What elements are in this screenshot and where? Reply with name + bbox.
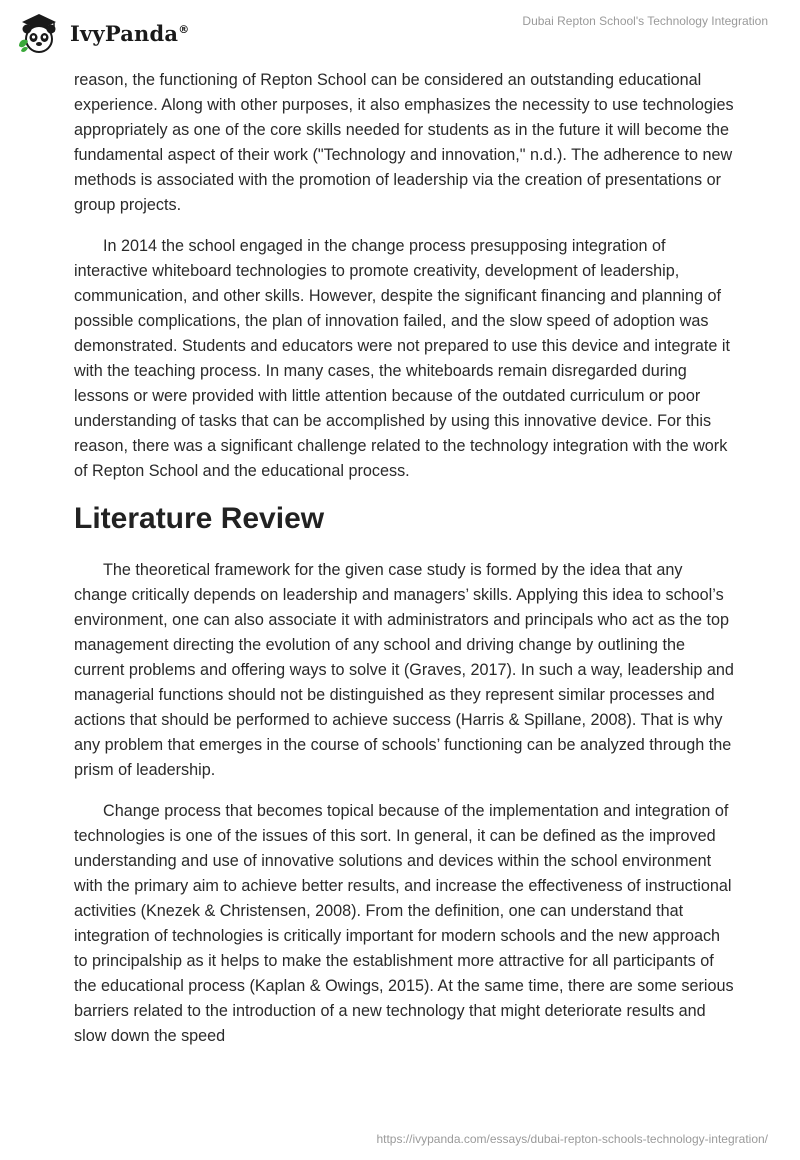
paragraph: The theoretical framework for the given case study is formed by the idea that any change critically depends on leadership and managers’ skills. Applying this idea to school’s environment, one can also associate it with administrators and principals who act as the top management directing the evolution of any school and driving change by outlining the current problems and offering ways to solve it (Graves, 2017). In such a way, leadership and managerial functions should not be distinguished as they represent similar processes and actions that should be performed to achieve success (Harris & Spillane, 2008). That is why any problem that emerges in the course of schools’ functioning can be analyzed through the prism of leadership. bbox=[74, 561, 734, 779]
source-url[interactable]: https://ivypanda.com/essays/dubai-repton-schools-technology-integration/ bbox=[376, 1132, 768, 1146]
essay-body bbox=[74, 68, 734, 1065]
document-title: Dubai Repton School's Technology Integration bbox=[522, 14, 768, 28]
section-heading: Literature Review bbox=[74, 502, 325, 535]
paragraph: In 2014 the school engaged in the change process presupposing integration of interactive whiteboard technologies to promote creativity, development of leadership, communication, and other skills. However, despite the significant financing and planning of possible complications, the plan of innovation failed, and the slow speed of adoption was demonstrated. Students and educators were not prepared to use this device and integrate it with the teaching process. In many cases, the whiteboards remain disregarded during lessons or were provided with little attention because of the outdated curriculum or poor understanding of tasks that can be accomplished by using this innovative device. For this reason, there was a significant challenge related to the technology integration with the work of Repton School and the educational process. bbox=[74, 237, 731, 480]
panda-logo-icon bbox=[16, 10, 62, 56]
page-header bbox=[0, 0, 800, 70]
paragraph: reason, the functioning of Repton School can be considered an outstanding educational experience. Along with other purposes, it also emphasizes the necessity to use technologies appropriately as one of the core skills needed for students as in the future it will become the fundamental aspect of their work ("Technology and innovation," n.d.). The adherence to new methods is associated with the promotion of leadership via the creation of presentations or group projects. bbox=[74, 71, 734, 214]
registered-mark: ® bbox=[178, 22, 190, 36]
logo-wordmark: IvyPanda® bbox=[70, 20, 190, 46]
ivypanda-logo[interactable] bbox=[16, 10, 189, 56]
paragraph: Change process that becomes topical because of the implementation and integration of technologies is one of the issues of this sort. In general, it can be defined as the improved understanding and use of innovative solutions and devices within the school environment with the primary aim to achieve better results, and increase the effectiveness of instructional activities (Knezek & Christensen, 2008). From the definition, one can understand that integration of technologies is critically important for modern schools and the new approach to principalship as it helps to make the establishment more attractive for all participants of the educational process (Kaplan & Owings, 2015). At the same time, there are some serious barriers related to the introduction of a new technology that might deteriorate results and slow down the speed bbox=[74, 802, 734, 1045]
